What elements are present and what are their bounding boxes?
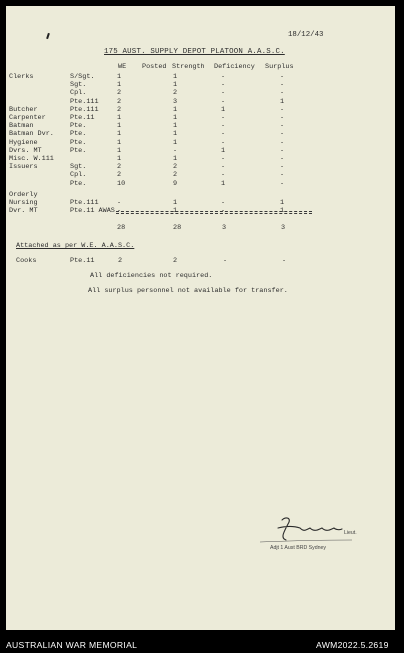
pencil-mark — [46, 33, 50, 39]
col-header-establishment: WE — [118, 63, 127, 71]
cell-est: 1 — [117, 122, 122, 131]
cell-def: 1 — [221, 179, 226, 188]
cell-sur: - — [280, 81, 285, 90]
cell-est: 1 — [117, 73, 122, 81]
cell-sur: - — [280, 105, 285, 114]
attached-deficiency: - — [223, 257, 228, 265]
cell-est: 10 — [117, 179, 126, 188]
cell-def: - — [221, 199, 226, 207]
cell-str: 1 — [173, 138, 178, 147]
total-surplus: 3 — [281, 224, 286, 232]
footer-institution: AUSTRALIAN WAR MEMORIAL — [6, 640, 138, 650]
cell-str: 1 — [173, 81, 178, 90]
col-header-strength: Strength — [172, 63, 205, 71]
footer-accession-number: AWM2022.5.2619 — [316, 640, 389, 650]
total-deficiency: 3 — [222, 224, 227, 232]
cell-def: - — [221, 163, 226, 172]
cell-role: Orderly — [9, 190, 38, 199]
cell-role: Butcher — [9, 105, 38, 114]
cell-rank: Pte. — [70, 130, 87, 139]
cell-rank: Sgt. — [70, 163, 87, 172]
cell-rank: Pte.11 — [70, 114, 95, 122]
cell-def: - — [221, 171, 226, 180]
cell-rank: Pte. — [70, 146, 87, 155]
cell-str: 2 — [173, 171, 178, 180]
cell-def: - — [221, 155, 226, 163]
attached-strength: 2 — [173, 257, 178, 265]
attached-rank: Pte.11 — [70, 257, 95, 265]
col-header-posted: Posted — [142, 63, 167, 71]
cell-est: 2 — [117, 97, 122, 106]
cell-rank: Pte. — [70, 122, 87, 131]
cell-def: - — [221, 207, 226, 216]
document-title: 175 AUST. SUPPLY DEPOT PLATOON A.A.S.C. — [104, 48, 285, 56]
cell-def: - — [221, 138, 226, 147]
cell-rank: Pte. — [70, 179, 87, 188]
cell-rank: Pte. — [70, 138, 87, 147]
table-row — [6, 180, 395, 189]
cell-role: Batman — [9, 122, 34, 131]
cell-rank: Pte.11 AWAS — [70, 207, 115, 216]
cell-str: 1 — [173, 130, 178, 139]
cell-rank: S/Sgt. — [70, 73, 95, 81]
cell-sur: 1 — [280, 207, 285, 216]
cell-rank: Sgt. — [70, 81, 87, 90]
document-date: 18/12/43 — [288, 31, 324, 39]
cell-str: 3 — [173, 97, 178, 106]
signature-unit: Adjt 1 Aust BRD Sydney — [270, 545, 326, 551]
cell-str: 9 — [173, 179, 178, 188]
cell-role: Clerks — [9, 73, 34, 81]
cell-est: 2 — [117, 171, 122, 180]
attached-role: Cooks — [16, 257, 37, 265]
table-divider — [116, 213, 312, 214]
cell-def: - — [221, 97, 226, 106]
cell-role: Nursing — [9, 199, 38, 207]
cell-sur: - — [280, 171, 285, 180]
cell-rank: Pte.111 — [70, 105, 99, 114]
cell-role: Batman Dvr. — [9, 130, 54, 139]
cell-role: Dvr. MT — [9, 207, 38, 216]
attached-row — [6, 257, 395, 266]
cell-est: - — [117, 199, 122, 207]
cell-est: 1 — [117, 81, 122, 90]
cell-est: 1 — [117, 130, 122, 139]
cell-str: 2 — [173, 89, 178, 98]
cell-sur: - — [280, 179, 285, 188]
cell-str: 1 — [173, 199, 178, 207]
cell-sur: - — [280, 73, 285, 81]
cell-str: 1 — [173, 122, 178, 131]
cell-role: Dvrs. MT — [9, 146, 42, 155]
note-deficiencies: All deficiencies not required. — [90, 272, 213, 280]
cell-est: 2 — [117, 89, 122, 98]
cell-sur: - — [280, 163, 285, 172]
note-surplus: All surplus personnel not available for transfer. — [88, 287, 288, 295]
cell-est: 1 — [117, 114, 122, 122]
cell-str: 1 — [173, 155, 178, 163]
total-establishment: 28 — [117, 224, 126, 232]
cell-str: 2 — [173, 163, 178, 172]
cell-sur: - — [280, 89, 285, 98]
cell-est: - — [117, 207, 122, 216]
cell-str: 1 — [173, 73, 178, 81]
cell-def: 1 — [221, 105, 226, 114]
cell-est: 1 — [117, 155, 122, 163]
cell-sur: - — [280, 122, 285, 131]
cell-sur: - — [280, 130, 285, 139]
cell-est: 1 — [117, 138, 122, 147]
attached-heading: Attached as per W.E. A.A.S.C. — [16, 242, 135, 250]
col-header-surplus: Surplus — [265, 63, 294, 71]
attached-surplus: - — [282, 257, 287, 265]
cell-est: 2 — [117, 163, 122, 172]
col-header-deficiency: Deficiency — [214, 63, 255, 71]
cell-def: - — [221, 122, 226, 131]
cell-def: - — [221, 81, 226, 90]
cell-def: - — [221, 114, 226, 122]
document-page — [6, 6, 395, 630]
cell-role: Issuers — [9, 163, 38, 172]
cell-def: 1 — [221, 146, 226, 155]
cell-str: 1 — [173, 207, 178, 216]
cell-def: - — [221, 73, 226, 81]
cell-rank: Pte.111 — [70, 199, 99, 207]
cell-sur: - — [280, 138, 285, 147]
cell-def: - — [221, 89, 226, 98]
cell-sur: - — [280, 155, 285, 163]
cell-sur: - — [280, 114, 285, 122]
total-strength: 28 — [173, 224, 182, 232]
cell-str: 1 — [173, 114, 178, 122]
cell-sur: 1 — [280, 97, 285, 106]
cell-str: 1 — [173, 105, 178, 114]
cell-rank: Cpl. — [70, 171, 87, 180]
cell-role: Carpenter — [9, 114, 46, 122]
cell-rank: Pte.111 — [70, 97, 99, 106]
cell-str: - — [173, 146, 178, 155]
cell-role: Misc. W.111 — [9, 155, 54, 163]
attached-establishment: 2 — [118, 257, 123, 265]
cell-est: 2 — [117, 105, 122, 114]
cell-role: Hygiene — [9, 138, 38, 147]
signature-rank: Lieut. — [344, 530, 357, 536]
cell-sur: 1 — [280, 199, 285, 207]
cell-def: - — [221, 130, 226, 139]
cell-rank: Cpl. — [70, 89, 87, 98]
table-divider — [116, 211, 312, 212]
cell-sur: - — [280, 146, 285, 155]
cell-est: 1 — [117, 146, 122, 155]
